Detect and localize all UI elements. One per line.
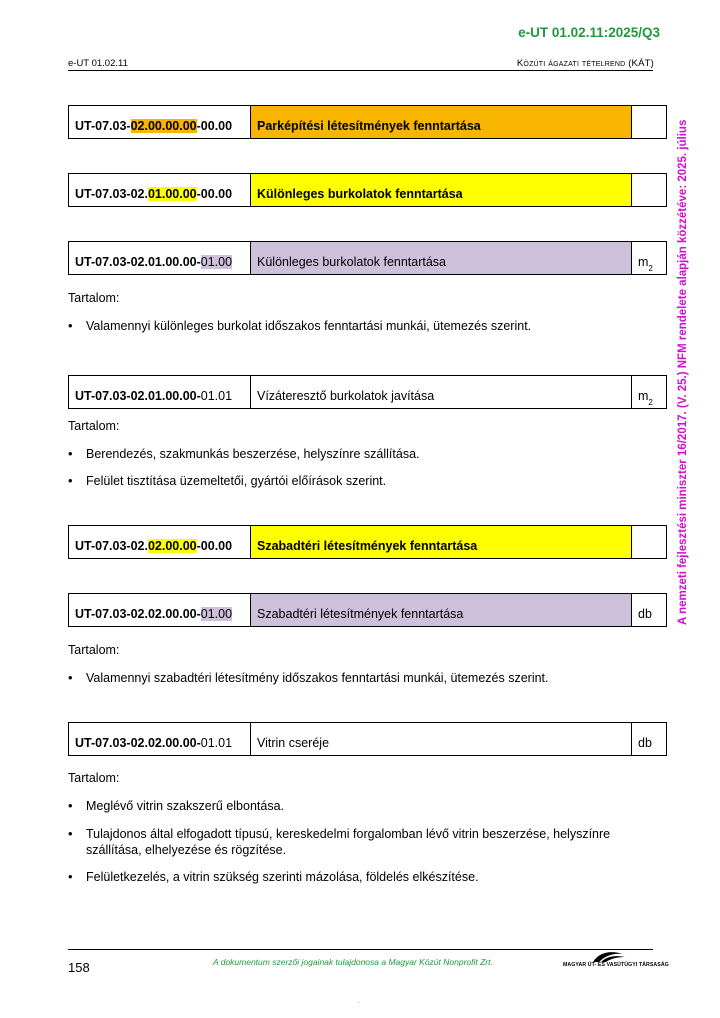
bullet-dot: • [68,446,73,461]
item-code [69,376,251,408]
list-item [68,826,658,858]
list-item [68,798,658,814]
content-label: Tartalom: [68,643,120,657]
code-highlight: 01.00.00 [147,187,197,201]
code-highlight: 02.00.00 [147,539,197,553]
item-unit [632,174,666,206]
bullet-dot: • [68,473,73,488]
item-code [69,242,251,274]
page-mark: . [358,996,361,1005]
bullet-dot: • [68,318,73,333]
item-unit: m 2 [638,389,653,407]
header-right: Közúti ágazati tételrend (KÁT) [516,58,654,69]
item-name: Parképítési létesítmények fenntartása [251,106,632,138]
company-logo-icon [563,948,658,972]
list-item-text: Valamennyi szabadtéri létesítmény időszakos fenntartási munkái, ütemezés szerint. [86,671,549,685]
list-item [68,869,658,885]
item-code [69,106,251,138]
item-name: Különleges burkolatok fenntartása [251,174,632,206]
list-item-text: Meglévő vitrin szakszerű elbontása. [86,799,285,813]
item-name: Különleges burkolatok fenntartása [251,242,632,274]
item-name: Szabadtéri létesítmények fenntartása [251,526,632,558]
bullet-dot: • [68,798,73,813]
item-table-kulonleges [68,241,667,275]
code-highlight: 02.00.00.00 [130,119,197,133]
item-unit [632,526,666,558]
copyright-note: A dokumentum szerzői jogainak tulajdonosa a Magyar Közút Nonprofit Zrt. [213,957,493,967]
content-label: Tartalom: [68,771,120,785]
item-table-szabadteri [68,593,667,627]
list-item [68,670,658,686]
item-code [69,594,251,626]
item-table-kulonleges-group [68,173,667,207]
item-table-parkepitesi [68,105,667,139]
code-prefix: UT-07.03-02.01.00.00- [75,255,201,269]
code-prefix: UT-07.03-02.01.00.00- [75,389,201,403]
page-number: 158 [68,960,90,975]
code-prefix: UT-07.03-02. [75,539,148,553]
item-unit [632,106,666,138]
header-left: e-UT 01.02.11 [68,58,128,69]
content-label: Tartalom: [68,291,120,305]
item-code [69,526,251,558]
item-code [69,723,251,755]
list-item-text: Tulajdonos által elfogadott típusú, kereskedelmi forgalomban lévő vitrin beszerzése, helyszínre szállítása, elhelyezése és rögzítése. [86,827,611,857]
bullet-dot: • [68,670,73,685]
bullet-dot: • [68,869,73,884]
code-suffix: -00.00 [196,119,233,133]
item-unit: m 2 [638,255,653,273]
side-publication-note: A nemzeti fejlesztési miniszter 16/2017. (V. 25.) NFM rendelete alapján közzétéve: 2025. július [677,119,689,625]
code-prefix: UT-07.03-02. [75,187,148,201]
code-suffix: 01.01 [200,736,233,750]
list-item-text: Felület tisztítása üzemeltetői, gyártói előírások szerint. [86,474,387,488]
list-item [68,446,658,462]
unit-base: m [638,255,649,269]
unit-base: m [638,389,649,403]
code-suffix: -00.00 [196,187,233,201]
list-item-text: Felületkezelés, a vitrin szükség szerinti mázolása, földelés elkészítése. [86,870,479,884]
item-unit: db [638,736,652,750]
content-label: Tartalom: [68,419,120,433]
item-unit: db [638,607,652,621]
item-table-vizatereszto [68,375,667,409]
list-item [68,318,658,334]
code-highlight: 01.00 [200,607,233,621]
code-prefix: UT-07.03-02.02.00.00- [75,607,201,621]
code-suffix: 01.01 [200,389,233,403]
header-divider [68,70,653,71]
code-prefix: UT-07.03-02.02.00.00- [75,736,201,750]
item-table-szabadteri-group [68,525,667,559]
item-code [69,174,251,206]
list-item [68,473,658,489]
document-code: e-UT 01.02.11:2025/Q3 [518,25,660,40]
item-name: Vitrin cseréje [251,723,632,755]
list-item-text: Berendezés, szakmunkás beszerzése, helyszínre szállítása. [86,447,420,461]
code-prefix: UT-07.03- [75,119,131,133]
code-suffix: -00.00 [196,539,233,553]
list-item-text: Valamennyi különleges burkolat időszakos fenntartási munkái, ütemezés szerint. [86,319,532,333]
item-name: Vízáteresztő burkolatok javítása [251,376,632,408]
company-logo-text: MAGYAR ÚT- ÉS VASÚTÜGYI TÁRSASÁG [563,962,669,968]
item-table-vitrin [68,722,667,756]
code-highlight: 01.00 [200,255,233,269]
bullet-dot: • [68,826,73,841]
item-name: Szabadtéri létesítmények fenntartása [251,594,632,626]
